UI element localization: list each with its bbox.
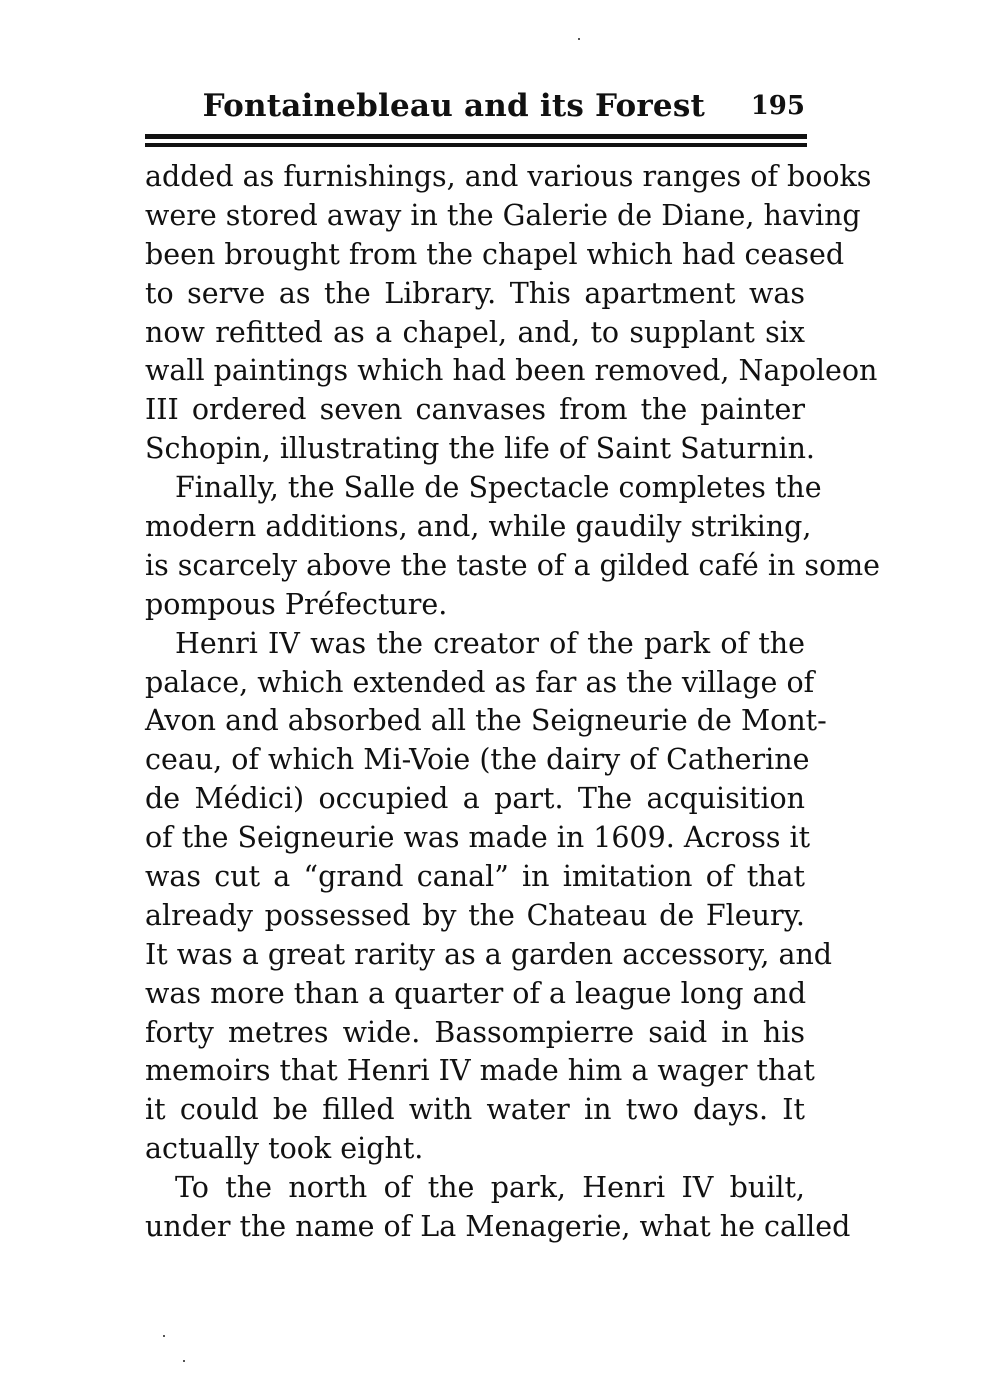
paragraph — [145, 1169, 851, 1247]
text-line: Schopin, illustrating the life of Saint Saturnin. — [145, 432, 815, 466]
text-line: Henri IV was the creator of the park of the — [175, 626, 805, 660]
page-number: 195 — [750, 91, 805, 121]
text-line: now refitted as a chapel, and, to supplant six — [145, 315, 805, 349]
scan-speck — [163, 1335, 165, 1337]
text-line: to serve as the Library. This apartment was — [145, 276, 805, 310]
text-line: wall paintings which had been removed, Napoleon — [145, 354, 878, 388]
text-line: of the Seigneurie was made in 1609. Across it — [145, 821, 811, 855]
text-line: was more than a quarter of a league long and — [145, 976, 807, 1010]
text-line: were stored away in the Galerie de Diane, having — [145, 198, 861, 232]
text-line: is scarcely above the taste of a gilded café in some — [145, 548, 881, 582]
text-line: Finally, the Salle de Spectacle completes the — [175, 471, 822, 505]
text-line: actually took eight. — [145, 1132, 424, 1166]
running-header — [145, 88, 805, 128]
text-line: forty metres wide. Bassompierre said in his — [145, 1015, 805, 1049]
paragraph — [145, 469, 881, 625]
text-line: de Médici) occupied a part. The acquisition — [145, 782, 805, 816]
text-line: been brought from the chapel which had ceased — [145, 237, 845, 271]
body-text — [145, 158, 881, 1247]
running-title: Fontainebleau and its Forest — [202, 88, 705, 124]
text-line: modern additions, and, while gaudily striking, — [145, 510, 812, 544]
paragraph — [145, 158, 878, 469]
text-line: Avon and absorbed all the Seigneurie de Mont- — [145, 704, 827, 738]
text-line: was cut a “grand canal” in imitation of that — [145, 860, 805, 894]
scan-speck — [578, 38, 580, 40]
scan-speck — [183, 1360, 185, 1362]
text-line: memoirs that Henri IV made him a wager that — [145, 1054, 815, 1088]
text-line: under the name of La Menagerie, what he called — [145, 1210, 851, 1244]
text-line: III ordered seven canvases from the painter — [145, 393, 805, 427]
text-line: ceau, of which Mi-Voie (the dairy of Catherine — [145, 743, 810, 777]
header-rule-bottom — [145, 143, 807, 147]
paragraph — [145, 625, 833, 1169]
text-line: added as furnishings, and various ranges of books — [145, 160, 872, 193]
text-line: palace, which extended as far as the village of — [145, 665, 815, 699]
text-line: It was a great rarity as a garden accessory, and — [145, 937, 833, 971]
text-line: it could be filled with water in two days. It — [145, 1093, 805, 1127]
header-rule-top — [145, 134, 807, 139]
text-line: To the north of the park, Henri IV built, — [175, 1171, 805, 1205]
text-line: already possessed by the Chateau de Fleury. — [145, 898, 805, 932]
text-line: pompous Préfecture. — [145, 587, 448, 621]
